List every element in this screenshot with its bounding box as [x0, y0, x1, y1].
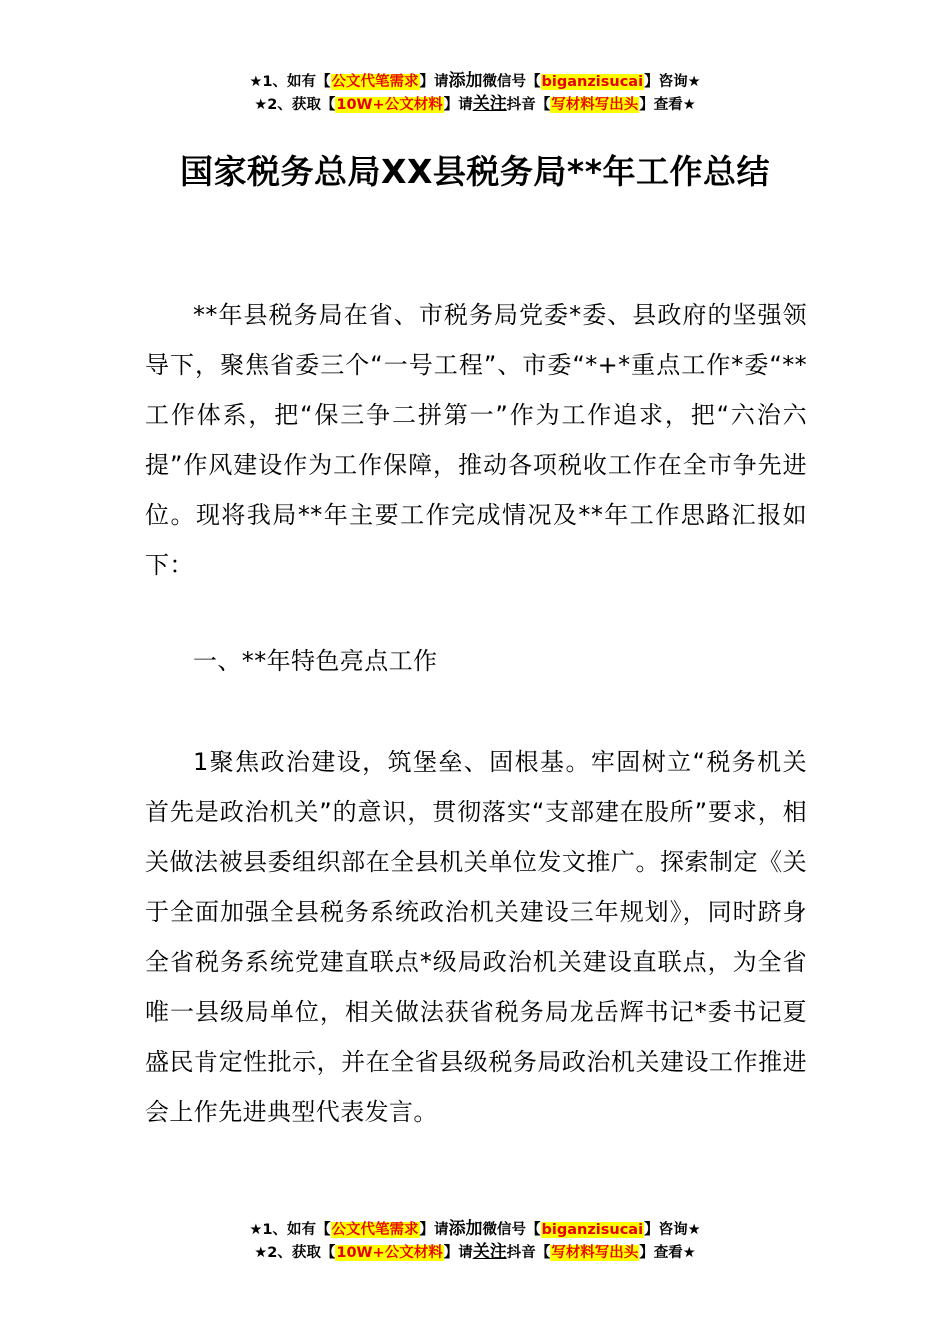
- highlight-douyin: 写材料写出头: [551, 1245, 639, 1261]
- star-icon: ★: [249, 1222, 263, 1238]
- highlight-wechat-id: biganzisucai: [541, 74, 644, 90]
- promo-banner-top: [0, 70, 950, 116]
- star-icon: ★: [249, 74, 263, 90]
- document-title: 国家税务总局XX县税务局**年工作总结: [180, 152, 770, 191]
- promo-line-1: ★1、如有【公文代笔需求】请添加微信号【biganzisucai】咨询★: [249, 71, 701, 91]
- highlight-materials: 10W+公文材料: [336, 97, 443, 113]
- paragraph-intro: **年县税务局在省、市税务局党委*委、县政府的坚强领导下，聚焦省委三个“一号工程”、市委“*+*重点工作*委“**工作体系，把“保三争二拼第一”作为工作追求，把“六治六提”作风建设作为工作保障，推动各项税收工作在全市争先进位。现将我局**年主要工作完成情况及**年工作思路汇报如下：: [145, 301, 807, 579]
- star-icon: ★: [254, 1245, 268, 1261]
- promo-banner-bottom: [0, 1218, 950, 1264]
- promo-line-2: ★2、获取【10W+公文材料】请关注抖音【写材料写出头】查看★: [254, 94, 696, 114]
- star-icon: ★: [254, 97, 268, 113]
- paragraph-political-building: 1聚焦政治建设，筑堡垒、固根基。牢固树立“税务机关首先是政治机关”的意识，贯彻落实“支部建在股所”要求，相关做法被县委组织部在全县机关单位发文推广。探索制定《关于全面加强全县税务系统政治机关建设三年规划》，同时跻身全省税务系统党建直联点*级局政治机关建设直联点，为全省唯一县级局单位，相关做法获省税务局龙岳辉书记*委书记夏盛民肯定性批示，并在全省县级税务局政治机关建设工作推进会上作先进典型代表发言。: [145, 748, 807, 1126]
- highlight-service: 公文代笔需求: [331, 1222, 419, 1238]
- highlight-materials: 10W+公文材料: [336, 1245, 443, 1261]
- promo-line-2: ★2、获取【10W+公文材料】请关注抖音【写材料写出头】查看★: [254, 1242, 696, 1262]
- highlight-wechat-id: biganzisucai: [541, 1222, 644, 1238]
- promo-line-1: ★1、如有【公文代笔需求】请添加微信号【biganzisucai】咨询★: [249, 1219, 701, 1239]
- section-heading: 一、**年特色亮点工作: [193, 647, 438, 675]
- highlight-douyin: 写材料写出头: [551, 97, 639, 113]
- highlight-service: 公文代笔需求: [331, 74, 419, 90]
